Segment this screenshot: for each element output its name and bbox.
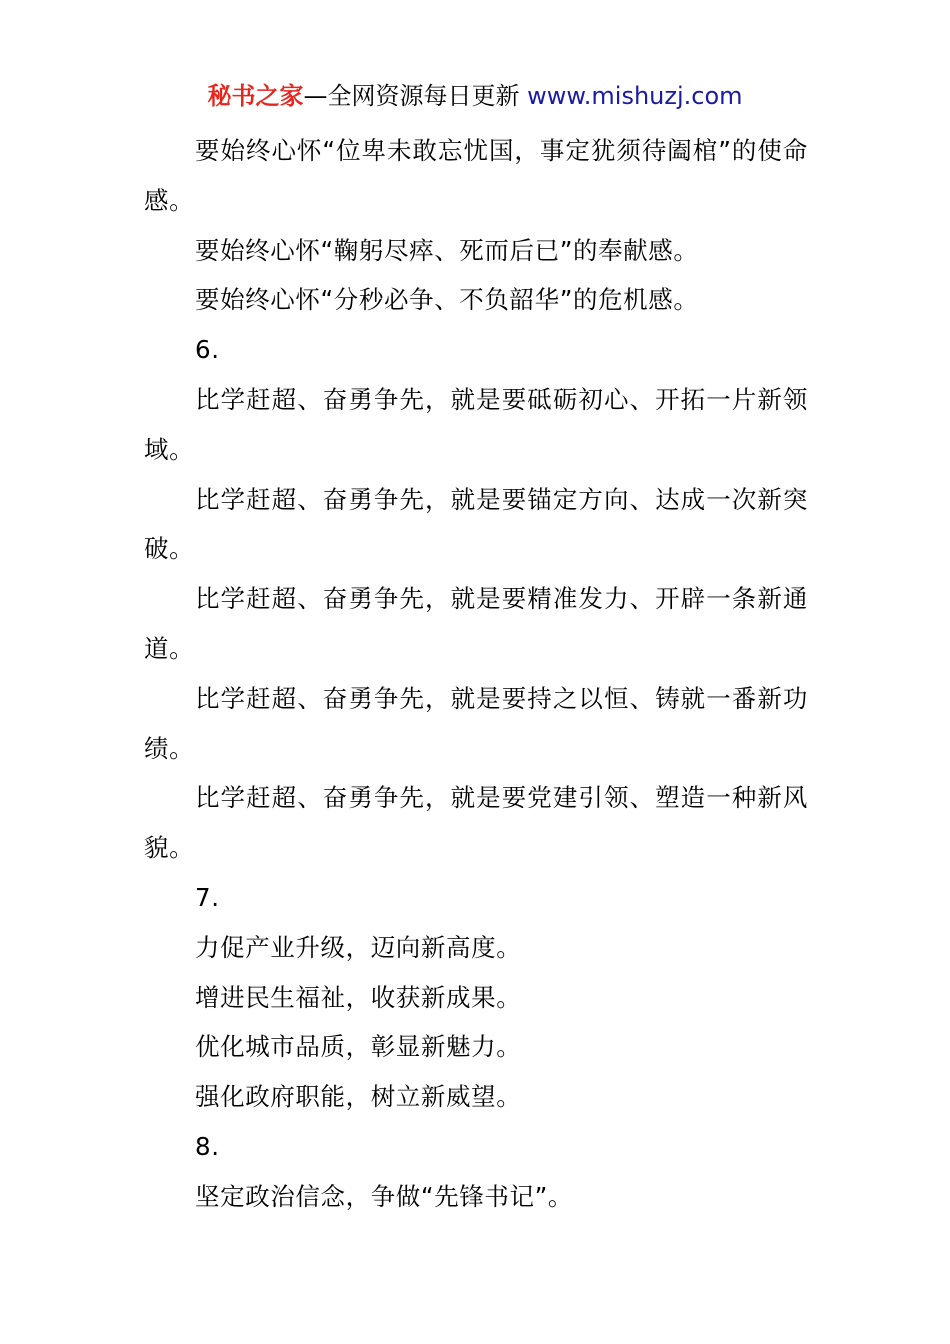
paragraph: 比学赶超、奋勇争先，就是要精准发力、开辟一条新通道。 [144, 584, 808, 663]
paragraph: 要始终心怀“分秒必争、不负韶华”的危机感。 [195, 285, 699, 315]
site-url-link[interactable]: www.mishuzj.com [527, 82, 743, 110]
section-number: 8. [195, 1131, 220, 1161]
paragraph: 增进民生福祉，收获新成果。 [195, 982, 522, 1012]
paragraph: 要始终心怀“鞠躬尽瘁、死而后已”的奉献感。 [195, 235, 699, 265]
site-tagline: —全网资源每日更新 [303, 82, 520, 110]
site-brand: 秘书之家 [207, 82, 304, 110]
paragraph: 比学赶超、奋勇争先，就是要锚定方向、达成一次新突破。 [144, 484, 808, 564]
paragraph: 比学赶超、奋勇争先，就是要砥砺初心、开拓一片新领域。 [144, 384, 808, 464]
document-body [144, 126, 808, 1222]
paragraph: 优化城市品质，彰显新魅力。 [195, 1032, 522, 1062]
paragraph: 要始终心怀“位卑未敢忘忧国，事定犹须待阖棺”的使命感。 [144, 136, 808, 215]
paragraph: 坚定政治信念，争做“先锋书记”。 [195, 1181, 573, 1211]
paragraph: 比学赶超、奋勇争先，就是要党建引领、塑造一种新风貌。 [144, 783, 808, 863]
paragraph: 力促产业升级，迈向新高度。 [195, 932, 522, 962]
page-header [0, 80, 950, 112]
section-number: 7. [195, 882, 220, 912]
paragraph: 比学赶超、奋勇争先，就是要持之以恒、铸就一番新功绩。 [144, 683, 808, 763]
paragraph: 强化政府职能，树立新威望。 [195, 1082, 522, 1112]
section-number: 6. [195, 335, 220, 365]
